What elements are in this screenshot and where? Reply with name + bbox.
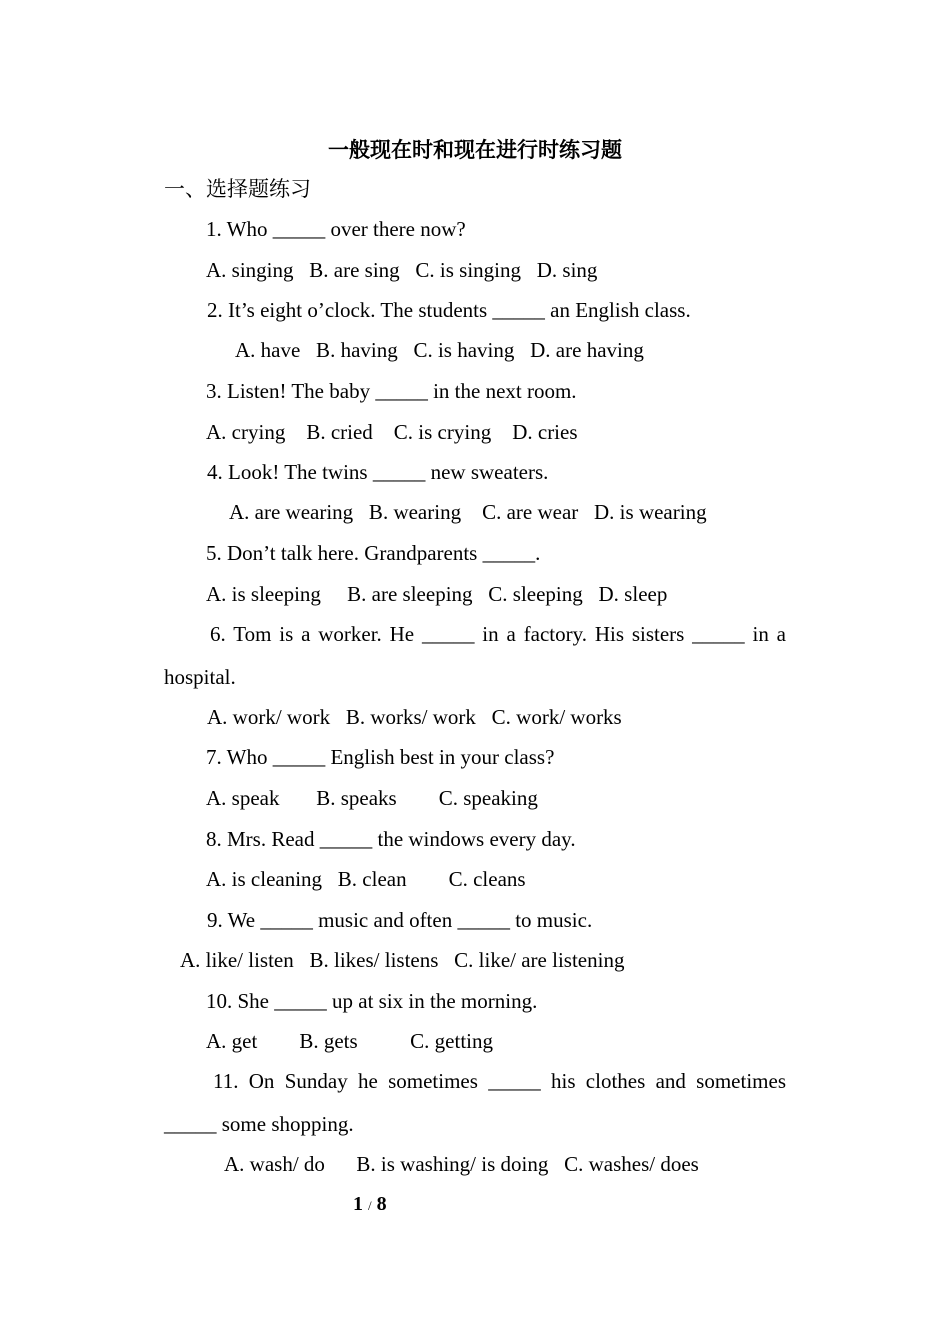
question-4: 4. Look! The twins _____ new sweaters.: [207, 460, 549, 484]
options-3: A. crying B. cried C. is crying D. cries: [206, 420, 578, 444]
options-7: A. speak B. speaks C. speaking: [206, 786, 538, 810]
options-11: A. wash/ do B. is washing/ is doing C. washes/ does: [224, 1152, 699, 1176]
options-5: A. is sleeping B. are sleeping C. sleeping D. sleep: [206, 582, 668, 606]
question-5: 5. Don’t talk here. Grandparents _____.: [206, 541, 541, 565]
question-11: 11. On Sunday he sometimes _____ his clothes and sometimes: [213, 1069, 786, 1093]
options-9: A. like/ listen B. likes/ listens C. like/ are listening: [180, 948, 625, 972]
question-9: 9. We _____ music and often _____ to music.: [207, 908, 593, 932]
question-6-continued: hospital.: [164, 665, 236, 689]
options-1: A. singing B. are sing C. is singing D. sing: [206, 258, 598, 282]
page-total: 8: [376, 1193, 387, 1215]
question-7: 7. Who _____ English best in your class?: [206, 745, 555, 769]
options-10: A. get B. gets C. getting: [206, 1029, 493, 1053]
question-10: 10. She _____ up at six in the morning.: [206, 989, 538, 1013]
question-11-continued: _____ some shopping.: [164, 1112, 354, 1136]
page-number: [353, 1192, 387, 1218]
options-6: A. work/ work B. works/ work C. work/ works: [207, 705, 622, 729]
question-8: 8. Mrs. Read _____ the windows every day.: [206, 827, 576, 851]
question-1: 1. Who _____ over there now?: [206, 217, 466, 241]
options-4: A. are wearing B. wearing C. are wear D. is wearing: [229, 500, 707, 524]
page-current: 1: [353, 1193, 363, 1215]
question-6: 6. Tom is a worker. He _____ in a factory. His sisters _____ in a: [210, 622, 786, 646]
question-2: 2. It’s eight o’clock. The students _____ an English class.: [207, 298, 691, 322]
page-separator: /: [368, 1198, 372, 1213]
question-3: 3. Listen! The baby _____ in the next room.: [206, 379, 577, 403]
page-title: 一般现在时和现在进行时练习题: [328, 138, 622, 162]
options-8: A. is cleaning B. clean C. cleans: [206, 867, 526, 891]
options-2: A. have B. having C. is having D. are having: [235, 338, 644, 362]
section-heading: 一、选择题练习: [164, 177, 311, 201]
